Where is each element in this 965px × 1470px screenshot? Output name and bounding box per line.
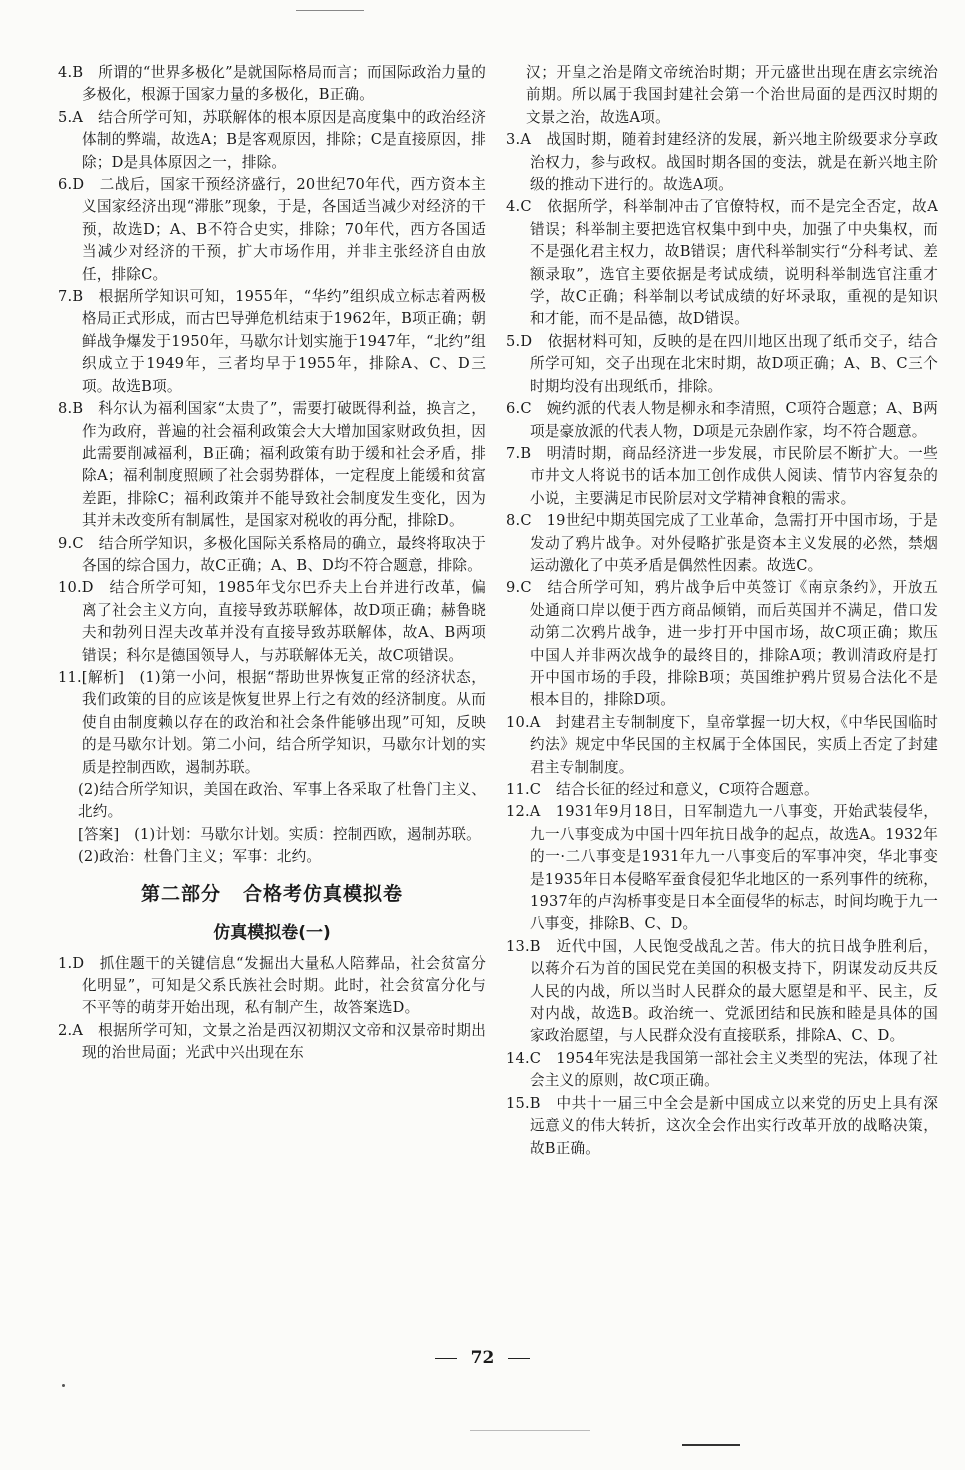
answer-entry: 2.A 根据所学可知，文景之治是西汉初期汉文帝和汉景帝时期出现的治世局面；光武中兴出现在东 [58, 1021, 486, 1062]
answer-entry: 1.D 抓住题干的关键信息“发掘出大量私人陪葬品，社会贫富分化明显”，可知是父系氏族社会时期。此时，社会贫富分化与不平等的萌芽开始出现，私有制产生，故答案选D。 [58, 954, 486, 1017]
right-answers [506, 62, 938, 1160]
answer-entry: [答案] (1)计划：马歇尔计划。实质：控制西欧，遏制苏联。 [78, 825, 481, 843]
left-column [58, 62, 486, 1065]
part-title-b: 合格考仿真模拟卷 [243, 882, 404, 905]
bottom-rule-1 [470, 1430, 590, 1431]
answer-entry: 12.A 1931年9月18日，日军制造九一八事变，开始武装侵华，九一八事变成为中国十四年抗日战争的起点，故选A。1932年的一·二八事变是1931年九一八事变后的军事冲突，华北事变是1935年日本侵略军蚕食侵犯华北地区的一系列事件的统称，1937年的卢沟桥事变是日本全面侵华的标志，时间均晚于九一八事变，排除B、C、D。 [506, 803, 938, 933]
answer-entry: 5.A 结合所学可知，苏联解体的根本原因是高度集中的政治经济体制的弊端，故选A；B是客观原因，排除；C是直接原因，排除；D是具体原因之一，排除。 [58, 108, 486, 171]
scan-dot [62, 1384, 65, 1387]
answer-entry: 14.C 1954年宪法是我国第一部社会主义类型的宪法，体现了社会主义的原则，故C项正确。 [506, 1049, 938, 1090]
part-title-a: 第二部分 [140, 882, 221, 905]
answer-entry: 8.B 科尔认为福利国家“太贵了”，需要打破既得利益，换言之，作为政府，普遍的社会福利政策会大大增加国家财政负担，因此需要削减福利，B正确；福利政策有助于缓和社会矛盾，排除A；福利制度照顾了社会弱势群体，一定程度上能缓和贫富差距，排除C；福利政策并不能导致社会制度发生变化，因为其并未改变所有制属性，是国家对税收的再分配，排除D。 [58, 400, 486, 530]
answer-entry: (2)结合所学知识，美国在政治、军事上各采取了杜鲁门主义、北约。 [78, 781, 486, 821]
page-number: 72 [470, 1348, 495, 1368]
sub-title: 仿真模拟卷(一) [213, 922, 331, 943]
answer-entry: 7.B 明清时期，商品经济进一步发展，市民阶层不断扩大。一些市井文人将说书的话本加工创作成供人阅读、情节内容复杂的小说，主要满足市民阶层对文学精神食粮的需求。 [506, 444, 938, 507]
answer-entry: 15.B 中共十一届三中全会是新中国成立以来党的历史上具有深远意义的伟大转折，这次全会作出实行改革开放的战略决策，故B正确。 [506, 1094, 938, 1157]
answer-entry: 6.C 婉约派的代表人物是柳永和李清照，C项符合题意；A、B两项是豪放派的代表人物，D项是元杂剧作家，均不符合题意。 [506, 400, 938, 440]
right-column [506, 62, 938, 1160]
answer-entry: 9.C 结合所学可知，鸦片战争后中英签订《南京条约》，开放五处通商口岸以便于西方商品倾销，而后英国并不满足，借口发动第二次鸦片战争，进一步打开中国市场，故C项正确；欺压中国人并非两次战争的最终目的，排除A项；教训清政府是打开中国市场的手段，排除B项；英国维护鸦片贸易合法化不是根本目的，排除D项。 [506, 579, 938, 709]
top-rule [296, 10, 364, 11]
answer-entry: (2)政治：杜鲁门主义；军事：北约。 [78, 848, 322, 866]
answer-entry: 13.B 近代中国，人民饱受战乱之苦。伟大的抗日战争胜利后，以蒋介石为首的国民党在美国的积极支持下，阴谋发动反共反人民的内战，所以当时人民群众的最大愿望是和平、民主，反对内战，故选B。政治统一、党派团结和民族和睦是具体的国家政治愿望，与人民群众没有直接联系，排除A、C、D。 [506, 937, 938, 1045]
page-footer [0, 1348, 965, 1368]
answer-entry: 4.C 依据所学，科举制冲击了官僚特权，而不是完全否定，故A错误；科举制主要把选官权集中到中央，加强了中央集权，而不是强化君主权力，故B错误；唐代科举制实行“分科考试、差额录取”，选官主要依据是考试成绩，说明科举制选官注重才学，故C正确；科举制以考试成绩的好坏录取，重视的是知识和才能，而不是品德，故D错误。 [506, 198, 938, 328]
answer-entry: 7.B 根据所学知识可知，1955年，“华约”组织成立标志着两极格局正式形成，而古巴导弹危机结束于1962年，B项正确；朝鲜战争爆发于1950年，马歇尔计划实施于1947年，“北约”组织成立于1949年，三者均早于1955年，排除A、C、D三项。故选B项。 [58, 288, 486, 395]
footer-dash-left [435, 1358, 457, 1359]
answer-entry: 10.A 封建君主专制制度下，皇帝掌握一切大权，《中华民国临时约法》规定中华民国的主权属于全体国民，实质上否定了封建君主专制制度。 [506, 713, 938, 776]
answer-entry: 8.C 19世纪中期英国完成了工业革命，急需打开中国市场，于是发动了鸦片战争。对外侵略扩张是资本主义发展的必然，禁烟运动激化了中英矛盾是偶然性因素。故选C。 [506, 512, 938, 574]
answer-entry: 4.B 所谓的“世界多极化”是就国际格局而言；而国际政治力量的多极化，根源于国家力量的多极化，B正确。 [58, 64, 486, 104]
answer-entry: 6.D 二战后，国家干预经济盛行，20世纪70年代，西方资本主义国家经济出现“滞胀”现象，于是，各国适当减少对经济的干预，故选D；A、B不符合史实，排除；70年代，西方各国适当减少对经济的干预，扩大市场作用，并非主张经济自由放任，排除C。 [58, 176, 486, 283]
answer-entry: 11.[解析] (1)第一小问，根据“帮助世界恢复正常的经济状态，我们政策的目的应该是恢复世界上行之有效的经济制度。从而使自由制度赖以存在的政治和社会条件能够出现”可知，反映的是马歇尔计划。第二小问，结合所学知识，马歇尔计划的实质是控制西欧，遏制苏联。 [58, 668, 486, 776]
left-answers-before [58, 62, 486, 869]
answer-entry: 10.D 结合所学可知，1985年戈尔巴乔夫上台并进行改革，偏离了社会主义方向，直接导致苏联解体，故D项正确；赫鲁晓夫和勃列日涅夫改革并没有直接导致苏联解体，故A、B两项错误；科尔是德国领导人，与苏联解体无关，故C项错误。 [58, 579, 486, 664]
footer-dash-right [508, 1358, 530, 1359]
answer-entry: 5.D 依据材料可知，反映的是在四川地区出现了纸币交子，结合所学可知，交子出现在北宋时期，故D项正确；A、B、C三个时期均没有出现纸币，排除。 [506, 332, 938, 395]
answer-entry: 9.C 结合所学知识，多极化国际关系格局的确立，最终将取决于各国的综合国力，故C正确；A、B、D均不符合题意，排除。 [58, 534, 486, 574]
bottom-rule-2 [682, 1444, 740, 1446]
left-answers-after [58, 953, 486, 1065]
answer-entry: 3.A 战国时期，随着封建经济的发展，新兴地主阶级要求分享政治权力，参与政权。战国时期各国的变法，就是在新兴地主阶级的推动下进行的。故选A项。 [506, 131, 938, 194]
answer-entry: 汉；开皇之治是隋文帝统治时期；开元盛世出现在唐玄宗统治前期。所以属于我国封建社会第一个治世局面的是西汉时期的文景之治，故选A项。 [526, 64, 938, 126]
answer-entry: 11.C 结合长征的经过和意义，C项符合题意。 [506, 781, 819, 798]
part-title [58, 879, 486, 906]
